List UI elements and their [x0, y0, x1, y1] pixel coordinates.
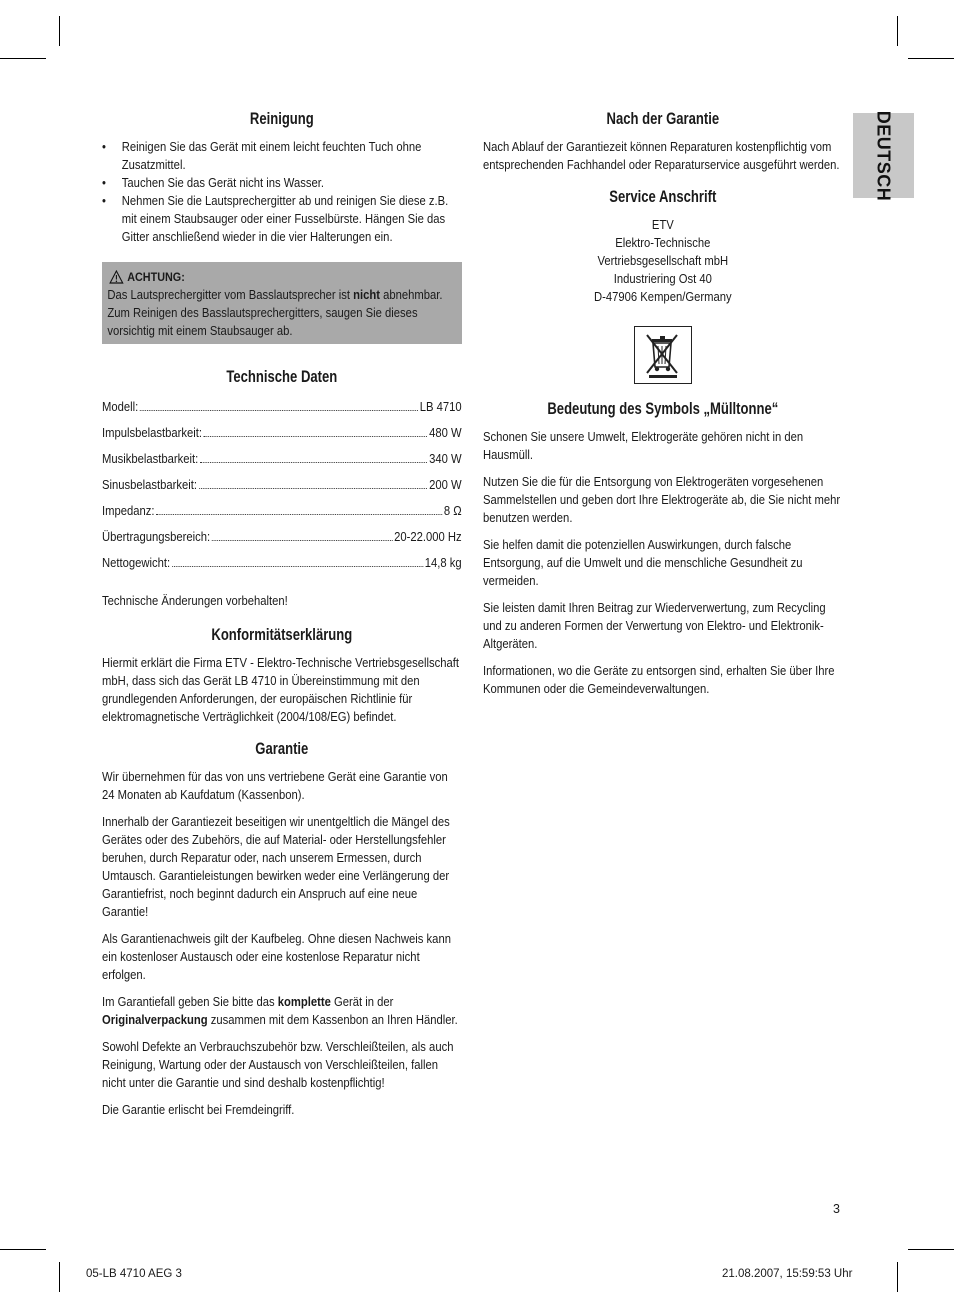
- crop-mark: [0, 58, 46, 59]
- spec-value: 14,8 kg: [424, 556, 462, 570]
- warranty-title: Garantie: [255, 740, 309, 758]
- tech-note: Technische Änderungen vorbehalten!: [102, 594, 288, 608]
- cleaning-title: Reinigung: [249, 110, 314, 128]
- bin-symbol-section: [483, 398, 843, 698]
- spec-leader: [204, 436, 427, 437]
- text-part: zusammen mit dem Kassenbon an Ihren Händler.: [207, 1013, 458, 1027]
- after-warranty-text: Nach Ablauf der Garantiezeit können Reparaturen kostenpflichtig vom entsprechenden Fachhandel oder Reparaturservice ausgeführt werden.: [483, 140, 840, 172]
- crop-mark: [897, 16, 898, 46]
- warning-label: ACHTUNG:: [127, 270, 185, 284]
- warning-text-part: Das Lautsprechergitter vom Basslautsprecher ist: [107, 288, 354, 302]
- crossed-out-wheelie-bin-icon: [643, 331, 683, 379]
- spec-label: Impedanz:: [102, 504, 155, 518]
- cleaning-list: [102, 138, 462, 246]
- left-column: [102, 108, 462, 1128]
- crop-mark: [59, 16, 60, 46]
- footer-slug: 05-LB 4710 AEG 3: [86, 1268, 182, 1280]
- warranty-paragraph: Als Garantienachweis gilt der Kaufbeleg. Ohne diesen Nachweis kann ein kostenloser Austausch oder eine kostenlose Reparatur nicht erfolgen.: [102, 932, 451, 982]
- warranty-paragraph: Wir übernehmen für das von uns vertriebene Gerät eine Garantie von 24 Monaten ab Kaufdatum (Kassenbon).: [102, 770, 448, 802]
- cleaning-section: [102, 108, 462, 344]
- spec-label: Impulsbelastbarkeit:: [102, 426, 203, 440]
- after-warranty-section: [483, 108, 843, 174]
- warning-text-bold: nicht: [353, 288, 381, 302]
- warranty-paragraph: Innerhalb der Garantiezeit beseitigen wir unentgeltlich die Mängel des Gerätes oder des Zubehörs, die auf Material- oder Herstellungsfehler beruhen, durch Reparatur oder, nach unserem Ermessen, durch Umtausch. Garantieleistungen bewirken weder eine Verlängerung der Garantiefrist, noch beginnt dadurch ein Anspruch auf eine neue Garantie!: [102, 815, 450, 919]
- spec-leader: [140, 410, 418, 411]
- warning-text-part: abnehmbar. Zum Reinigen des Basslautsprechergitters, saugen Sie dieses vorsichtig mit einem Staubsauger ab.: [107, 288, 443, 338]
- conformity-title: Konformitätserklärung: [211, 626, 353, 644]
- bin-paragraph: Sie helfen damit die potenziellen Auswirkungen, durch falsche Entsorgung, auf die Umwelt und die menschliche Gesundheit zu vermeiden.: [483, 538, 803, 588]
- crop-mark: [59, 1262, 60, 1292]
- bin-paragraph: Informationen, wo die Geräte zu entsorgen sind, erhalten Sie über Ihre Kommunen oder die Gemeindeverwaltungen.: [483, 664, 835, 696]
- spec-row: [102, 554, 462, 580]
- warning-header: [107, 268, 454, 286]
- after-warranty-title: Nach der Garantie: [606, 110, 720, 128]
- warranty-paragraph: Sowohl Defekte an Verbrauchszubehör bzw. Verschleißteilen, als auch Reinigung, Wartung oder der Austausch von Verschleißteilen, fallen nicht unter die Garantie und sind deshalb kostenpflichtig!: [102, 1040, 454, 1090]
- list-item: • Tauchen Sie das Gerät nicht ins Wasser.: [102, 174, 462, 192]
- spec-value: LB 4710: [419, 400, 462, 414]
- crop-mark: [908, 1249, 954, 1250]
- spec-table: [102, 398, 462, 580]
- spec-label: Nettogewicht:: [102, 556, 171, 570]
- spec-row: [102, 476, 462, 502]
- service-title: Service Anschrift: [609, 188, 717, 206]
- spec-label: Musikbelastbarkeit:: [102, 452, 199, 466]
- tech-data-title: Technische Daten: [226, 368, 338, 386]
- address-line: D-47906 Kempen/Germany: [594, 290, 732, 304]
- address-line: Industriering Ost 40: [613, 272, 712, 286]
- conformity-section: [102, 624, 462, 726]
- bin-symbol-title: Bedeutung des Symbols „Mülltonne“: [547, 400, 779, 418]
- address-line: Elektro-Technische: [615, 236, 711, 250]
- page-number: 3: [833, 1202, 840, 1216]
- spec-row: [102, 424, 462, 450]
- list-item: • Nehmen Sie die Lautsprechergitter ab und reinigen Sie diese z.B. mit einem Staubsauger oder einer Fusselbürste. Hängen Sie das Gitter anschließend wieder in die vier Halterungen ein.: [102, 192, 462, 246]
- bin-paragraph: Sie leisten damit Ihren Beitrag zur Wiederverwertung, zum Recycling und zu anderen Formen der Verwertung von Elektro- und Elektronik-Altgeräten.: [483, 601, 826, 651]
- spec-leader: [172, 566, 423, 567]
- spec-row: [102, 528, 462, 554]
- spec-leader: [200, 462, 427, 463]
- spec-value: 8 Ω: [443, 504, 462, 518]
- warning-box: [102, 262, 462, 344]
- bin-paragraph: Schonen Sie unsere Umwelt, Elektrogeräte gehören nicht in den Hausmüll.: [483, 430, 804, 462]
- list-item: • Reinigen Sie das Gerät mit einem leicht feuchten Tuch ohne Zusatzmittel.: [102, 138, 462, 174]
- spec-label: Übertragungsbereich:: [102, 530, 211, 544]
- crop-mark: [897, 1262, 898, 1292]
- spec-label: Modell:: [102, 400, 139, 414]
- address-line: Vertriebsgesellschaft mbH: [597, 254, 729, 268]
- spec-value: 20-22.000 Hz: [394, 530, 462, 544]
- text-bold: komplette: [277, 995, 331, 1009]
- crop-mark: [0, 1249, 46, 1250]
- bin-symbol-box: [634, 326, 692, 384]
- warranty-paragraph: [102, 993, 462, 1029]
- tech-data-section: [102, 366, 462, 610]
- spec-leader: [156, 514, 442, 515]
- spec-row: [102, 450, 462, 476]
- address-line: ETV: [651, 218, 674, 232]
- service-section: [483, 186, 843, 306]
- language-tab-label: DEUTSCH: [873, 110, 894, 201]
- spec-row: [102, 502, 462, 528]
- crop-mark: [908, 58, 954, 59]
- service-address: [483, 216, 843, 306]
- warranty-section: [102, 738, 462, 1119]
- spec-value: 340 W: [429, 452, 462, 466]
- spec-value: 480 W: [429, 426, 462, 440]
- warranty-paragraph: Die Garantie erlischt bei Fremdeingriff.: [102, 1103, 295, 1117]
- text-part: Im Garantiefall geben Sie bitte das: [102, 995, 278, 1009]
- warning-triangle-icon: [109, 270, 123, 284]
- right-column: [483, 108, 843, 707]
- spec-leader: [199, 488, 427, 489]
- bin-paragraph: Nutzen Sie die für die Entsorgung von Elektrogeräten vorgesehenen Sammelstellen und geben dort Ihre Elektrogeräte ab, die Sie nicht mehr benutzen werden.: [483, 475, 841, 525]
- spec-label: Sinusbelastbarkeit:: [102, 478, 198, 492]
- text-part: Gerät in der: [330, 995, 394, 1009]
- language-tab: [853, 110, 914, 201]
- spec-leader: [212, 540, 392, 541]
- text-bold: Originalverpackung: [102, 1013, 208, 1027]
- warning-text: [107, 286, 454, 340]
- footer-timestamp: 21.08.2007, 15:59:53 Uhr: [722, 1268, 853, 1280]
- conformity-text: Hiermit erklärt die Firma ETV - Elektro-Technische Vertriebsgesellschaft mbH, dass sich das Gerät LB 4710 in Übereinstimmung mit den grundlegenden Anforderungen, der europäischen Richtlinie für elektromagnetische Verträglichkeit (2004/108/EG) befindet.: [102, 656, 459, 724]
- spec-value: 200 W: [429, 478, 462, 492]
- spec-row: [102, 398, 462, 424]
